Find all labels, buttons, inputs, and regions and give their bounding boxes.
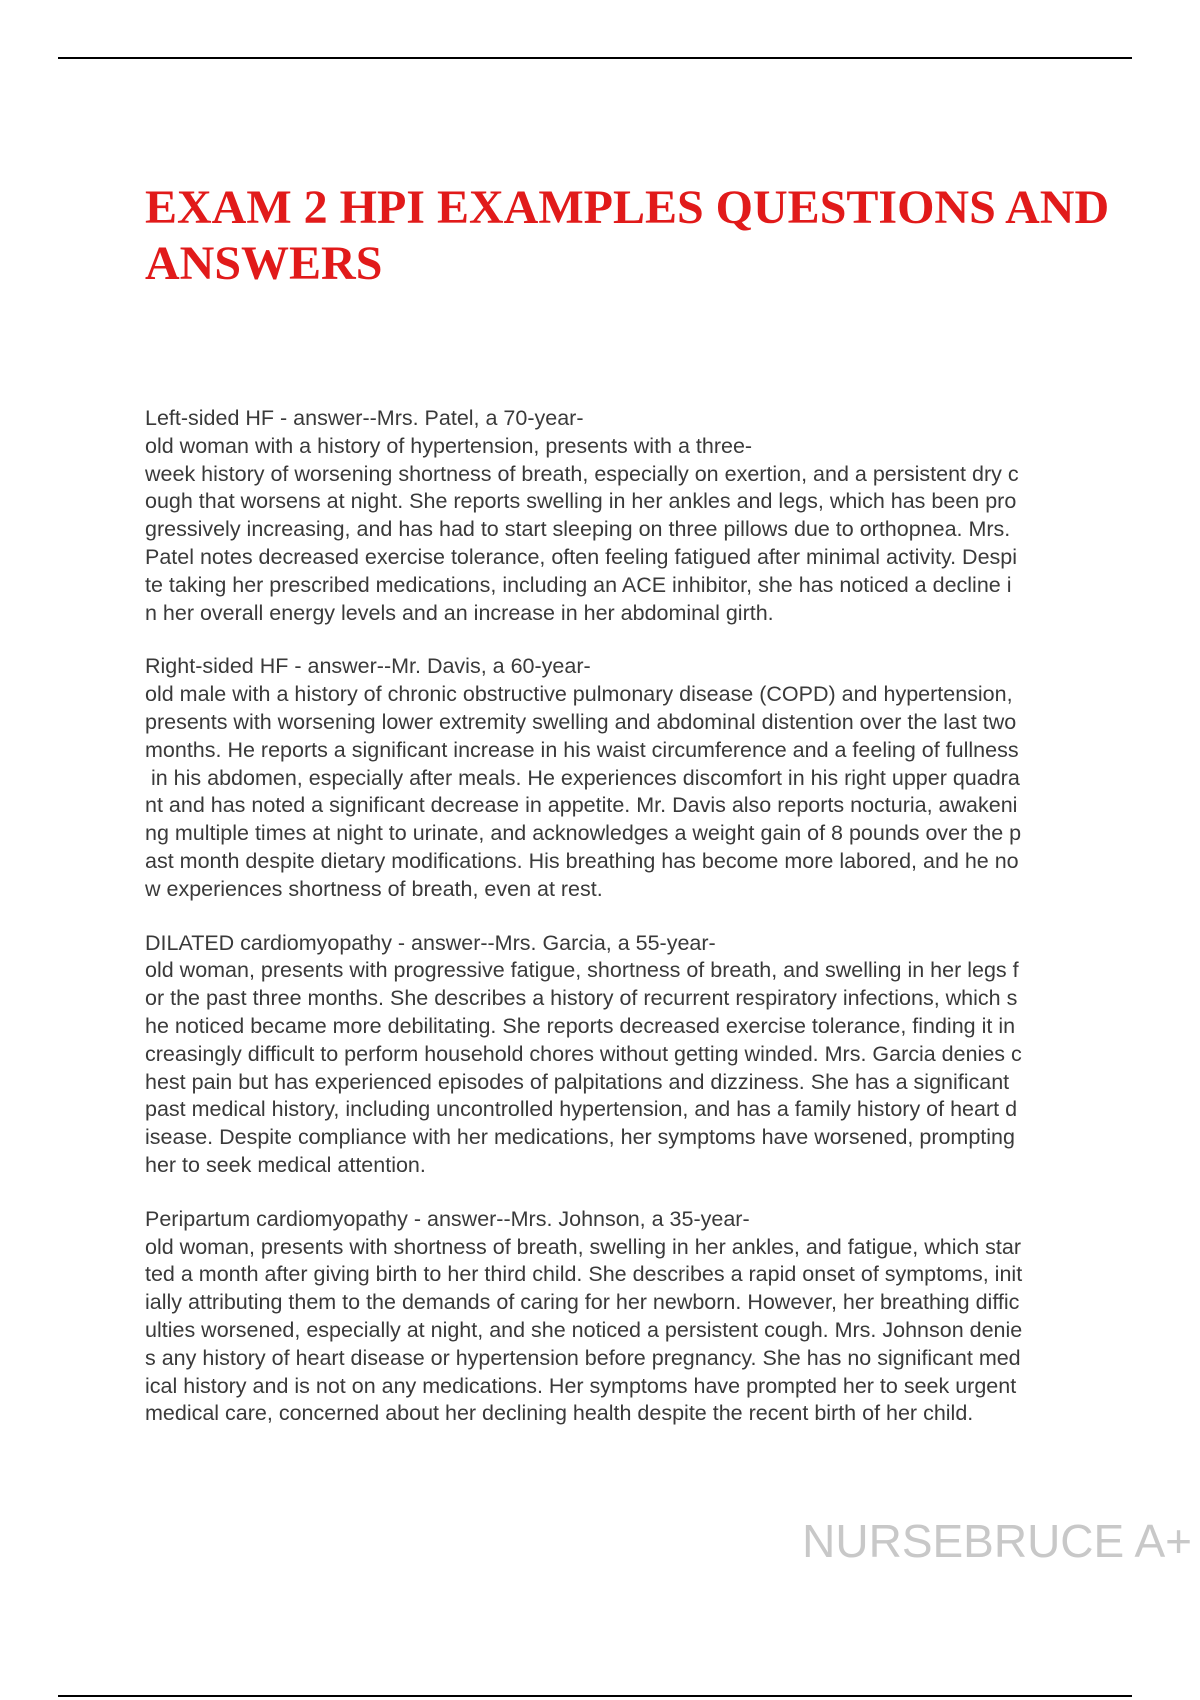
text-line: in his abdomen, especially after meals. He experiences discomfort in his right upper quadra <box>145 765 1020 790</box>
text-line: he noticed became more debilitating. She reports decreased exercise tolerance, finding it in <box>145 1013 1016 1038</box>
text-line: ough that worsens at night. She reports swelling in her ankles and legs, which has been pro <box>145 489 1017 514</box>
text-line: ical history and is not on any medications. Her symptoms have prompted her to seek urgent <box>145 1373 1017 1398</box>
watermark: NURSEBRUCE A+ <box>802 1515 1192 1567</box>
text-line: old woman, presents with progressive fatigue, shortness of breath, and swelling in her legs f <box>145 958 1019 983</box>
text-line: Right-sided HF - answer--Mr. Davis, a 60-year- <box>145 654 591 679</box>
qa-entry-peripartum-cardiomyopathy <box>145 1206 1135 1428</box>
text-line: ast month despite dietary modifications. His breathing has become more labored, and he no <box>145 848 1019 873</box>
page-title <box>145 180 1145 292</box>
bottom-rule <box>58 1695 1132 1697</box>
text-line: hest pain but has experienced episodes of palpitations and dizziness. She has a significant <box>145 1069 1010 1094</box>
text-line: creasingly difficult to perform household chores without getting winded. Mrs. Garcia denies c <box>145 1041 1022 1066</box>
text-line: Left-sided HF - answer--Mrs. Patel, a 70-year- <box>145 406 584 430</box>
text-line: her to seek medical attention. <box>145 1152 426 1177</box>
text-line: Patel notes decreased exercise tolerance, often feeling fatigued after minimal activity. Despi <box>145 544 1018 569</box>
text-line: gressively increasing, and has had to start sleeping on three pillows due to orthopnea. Mrs. <box>145 517 1011 542</box>
text-line: ially attributing them to the demands of caring for her newborn. However, her breathing diffic <box>145 1290 1020 1315</box>
text-line: Peripartum cardiomyopathy - answer--Mrs. Johnson, a 35-year- <box>145 1206 750 1231</box>
text-line: or the past three months. She describes a history of recurrent respiratory infections, which s <box>145 986 1018 1011</box>
text-line: te taking her prescribed medications, including an ACE inhibitor, she has noticed a decline i <box>145 572 1012 597</box>
text-line: nt and has noted a significant decrease in appetite. Mr. Davis also reports nocturia, awakeni <box>145 793 1018 818</box>
title-line: ANSWERS <box>145 237 383 290</box>
text-line: past medical history, including uncontrolled hypertension, and has a family history of heart d <box>145 1097 1018 1122</box>
text-line: old woman with a history of hypertension, presents with a three- <box>145 433 753 458</box>
text-line: months. He reports a significant increase in his waist circumference and a feeling of fullness <box>145 737 1019 762</box>
document-body <box>145 405 1135 1454</box>
text-line: ulties worsened, especially at night, and she noticed a persistent cough. Mrs. Johnson denie <box>145 1317 1023 1342</box>
text-line: old male with a history of chronic obstructive pulmonary disease (COPD) and hypertension, <box>145 682 1013 707</box>
text-line: medical care, concerned about her declining health despite the recent birth of her child. <box>145 1401 974 1426</box>
text-line: s any history of heart disease or hypertension before pregnancy. She has no significant med <box>145 1345 1021 1370</box>
qa-entry-right-sided-hf <box>145 653 1135 903</box>
text-line: old woman, presents with shortness of breath, swelling in her ankles, and fatigue, which star <box>145 1234 1021 1259</box>
text-line: week history of worsening shortness of breath, especially on exertion, and a persistent dry c <box>145 461 1019 486</box>
text-line: n her overall energy levels and an increase in her abdominal girth. <box>145 600 774 625</box>
qa-entry-left-sided-hf <box>145 405 1135 627</box>
text-line: presents with worsening lower extremity swelling and abdominal distention over the last two <box>145 709 1017 734</box>
text-line: DILATED cardiomyopathy - answer--Mrs. Garcia, a 55-year- <box>145 930 716 955</box>
text-line: ng multiple times at night to urinate, and acknowledges a weight gain of 8 pounds over the p <box>145 821 1022 846</box>
qa-entry-dilated-cardiomyopathy <box>145 930 1135 1180</box>
text-line: ted a month after giving birth to her third child. She describes a rapid onset of symptoms, init <box>145 1262 1023 1287</box>
title-line: EXAM 2 HPI EXAMPLES QUESTIONS AND <box>145 181 1110 234</box>
top-rule <box>58 57 1132 59</box>
text-line: isease. Despite compliance with her medications, her symptoms have worsened, prompting <box>145 1125 1015 1150</box>
text-line: w experiences shortness of breath, even at rest. <box>145 876 603 901</box>
